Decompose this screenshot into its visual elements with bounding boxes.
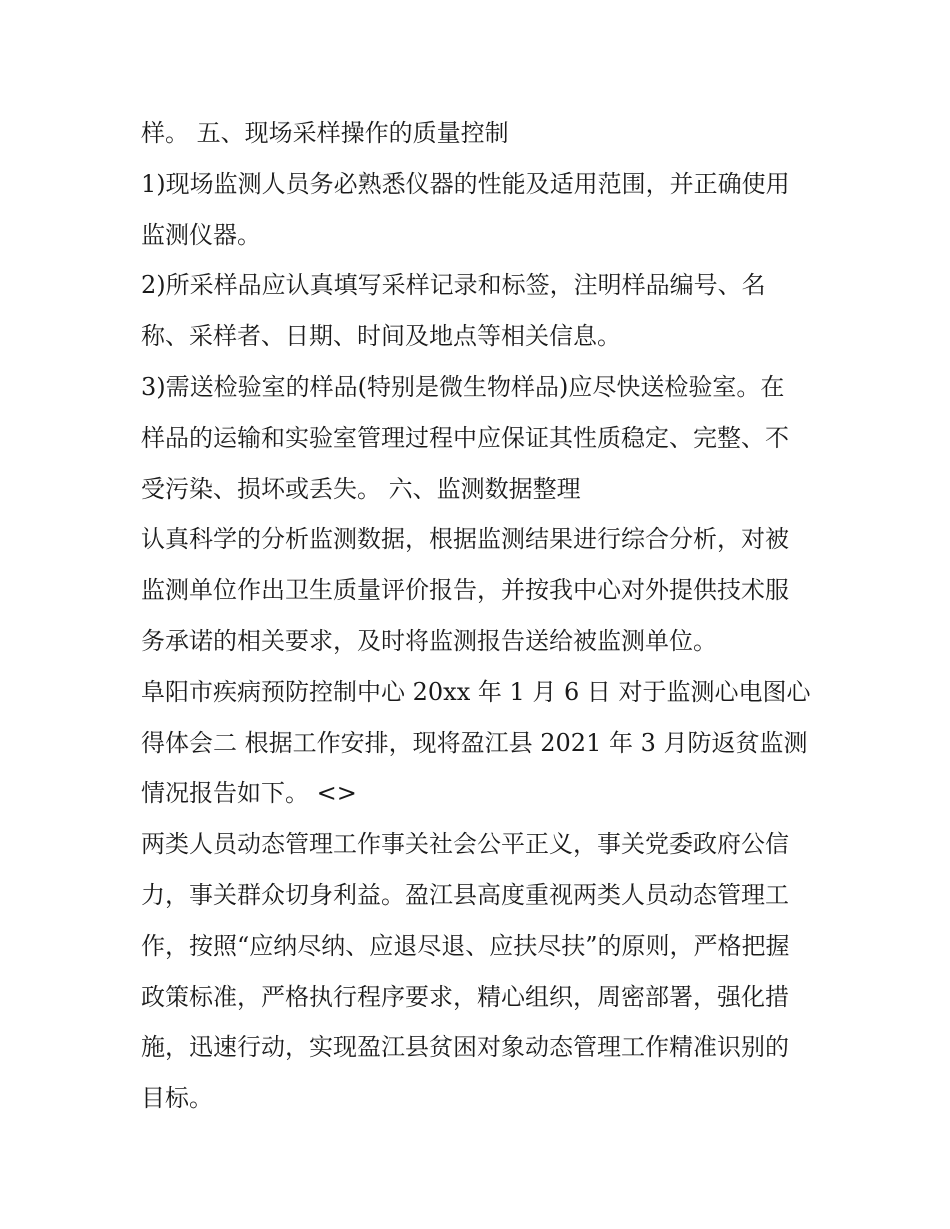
text-line: 监测仪器。 (141, 220, 261, 249)
text-line: 作，按照“应纳尽纳、应退尽退、应扶尽扶”的原则，严格把握 (141, 931, 790, 960)
text-line: 监测单位作出卫生质量评价报告，并按我中心对外提供技术服 (141, 576, 789, 605)
text-line: 两类人员动态管理工作事关社会公平正义，事关党委政府公信 (141, 830, 789, 859)
text-line: 称、采样者、日期、时间及地点等相关信息。 (141, 322, 621, 351)
text-line: 3)需送检验室的样品(特别是微生物样品)应尽快送检验室。在 (141, 372, 785, 401)
text-line: 样。 五、现场采样操作的质量控制 (141, 119, 509, 147)
document-body (141, 108, 821, 1124)
text-line: 目标。 (141, 1084, 213, 1113)
text-line: 阜阳市疾病预防控制中心 20xx 年 1 月 6 日 对于监测心电图心 (141, 677, 811, 706)
text-line: 力，事关群众切身利益。盈江县高度重视两类人员动态管理工 (141, 880, 789, 909)
text-line: 受污染、损坏或丢失。 六、监测数据整理 (141, 474, 581, 503)
text-line: 1)现场监测人员务必熟悉仪器的性能及适用范围，并正确使用 (141, 169, 790, 198)
text-line: 得体会二 根据工作安排，现将盈江县 2021 年 3 月防返贫监测 (141, 728, 808, 757)
text-line: 情况报告如下。 <> (141, 779, 357, 808)
text-line: 2)所采样品应认真填写采样记录和标签，注明样品编号、名 (141, 271, 766, 300)
text-line: 样品的运输和实验室管理过程中应保证其性质稳定、完整、不 (141, 423, 789, 452)
text-line: 认真科学的分析监测数据，根据监测结果进行综合分析，对被 (141, 525, 789, 554)
text-line: 政策标准，严格执行程序要求，精心组织，周密部署，强化措 (141, 982, 789, 1011)
text-line: 施，迅速行动，实现盈江县贫困对象动态管理工作精准识别的 (141, 1033, 789, 1062)
text-line: 务承诺的相关要求，及时将监测报告送给被监测单位。 (141, 626, 717, 655)
